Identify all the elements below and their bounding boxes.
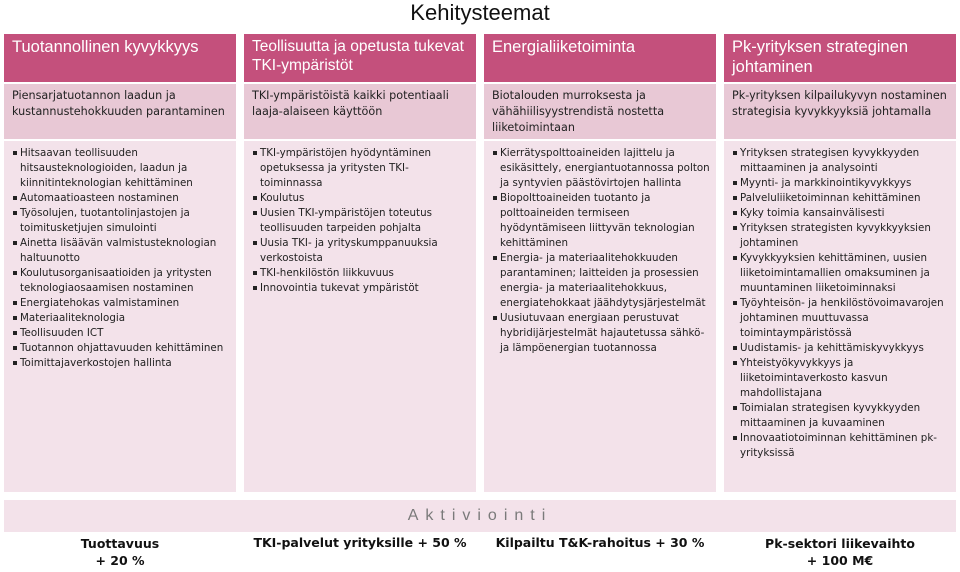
list-item: TKI-ympäristöjen hyödyntäminen opetuksessa ja yritysten TKI-toiminnassa [252, 146, 470, 191]
list-item: Yrityksen strategisten kyvykkyyksien johtaminen [732, 221, 950, 251]
list-item: Työsolujen, tuotantolinjastojen ja toimitusketjujen simulointi [12, 206, 230, 236]
list-item: Uudistamis- ja kehittämiskyvykkyys [732, 341, 950, 356]
column-subheading: Biotalouden murroksesta ja vähähiilisyystrendistä nostetta liiketoimintaan [484, 84, 716, 139]
target-label: Pk-sektori liikevaihto [765, 536, 915, 551]
list-item: Yrityksen strategisen kyvykkyyden mittaaminen ja analysointi [732, 146, 950, 176]
column-heading: Tuotannollinen kyvykkyys [4, 34, 236, 82]
list-item: Biopolttoaineiden tuotanto ja polttoaineiden termiseen hyödyntämiseen liittyvän teknologian kehittäminen [492, 191, 710, 251]
column-subheading: TKI-ympäristöistä kaikki potentiaali laaja-alaiseen käyttöön [244, 84, 476, 139]
list-item: Uusia TKI- ja yrityskumppanuuksia verkostoista [252, 236, 470, 266]
target-productivity [4, 534, 236, 570]
column-body [244, 141, 476, 492]
list-item: Uusien TKI-ympäristöjen toteutus teollisuuden tarpeiden pohjalta [252, 206, 470, 236]
target-label: Tuottavuus [80, 536, 160, 551]
list-item: Toimialan strategisen kyvykkyyden mittaaminen ja kuvaaminen [732, 401, 950, 431]
list-item: Uusiutuvaan energiaan perustuvat hybridijärjestelmät hajautetussa sähkö- ja lämpöenergian tuotannossa [492, 311, 710, 356]
list-item: Kyvykkyyksien kehittäminen, uusien liiketoimintamallien omaksuminen ja muuntaminen liiketoiminnaksi [732, 251, 950, 296]
list-item: Hitsaavan teollisuuden hitsausteknologioiden, laadun ja kiinnitinteknologian kehittäminen [12, 146, 230, 191]
column-subheading: Piensarjatuotannon laadun ja kustannustehokkuuden parantaminen [4, 84, 236, 139]
list-item: Energiatehokas valmistaminen [12, 296, 230, 311]
page-title: Kehitysteemat [410, 0, 550, 25]
target-rdi-services [244, 534, 476, 570]
target-value: + 100 M€ [806, 553, 874, 568]
column-heading: Pk-yrityksen strateginen johtaminen [724, 34, 956, 82]
list-item: Myynti- ja markkinointikyvykkyys [732, 176, 950, 191]
column-heading: Teollisuutta ja opetusta tukevat TKI-ympäristöt [244, 34, 476, 82]
list-item: Tuotannon ohjattavuuden kehittäminen [12, 341, 230, 356]
list-item: Ainetta lisäävän valmistusteknologian haltuunotto [12, 236, 230, 266]
list-item: Innovaatiotoiminnan kehittäminen pk-yrityksissä [732, 431, 950, 461]
list-item: Koulutusorganisaatioiden ja yritysten teknologiaosaamisen nostaminen [12, 266, 230, 296]
column-heading: Energialiiketoiminta [484, 34, 716, 82]
list-item: Koulutus [252, 191, 470, 206]
list-item: Toimittajaverkostojen hallinta [12, 356, 230, 371]
list-item: Työyhteisön- ja henkilöstövoimavarojen johtaminen muuttuvassa toimintaympäristössä [732, 296, 950, 341]
column-subheading: Pk-yrityksen kilpailukyvyn nostaminen strategisia kyvykkyyksiä johtamalla [724, 84, 956, 139]
list-item: TKI-henkilöstön liikkuvuus [252, 266, 470, 281]
list-item: Energia- ja materiaalitehokkuuden parantaminen; laitteiden ja prosessien energia- ja materiaalitehokkuus, energiatehokkaat jäähdytysjärjestelmät [492, 251, 710, 311]
list-item: Kyky toimia kansainvälisesti [732, 206, 950, 221]
list-item: Automaatioasteen nostaminen [12, 191, 230, 206]
list-item: Palveluliiketoiminnan kehittäminen [732, 191, 950, 206]
list-item: Materiaaliteknologia [12, 311, 230, 326]
list-item: Teollisuuden ICT [12, 326, 230, 341]
column-body [484, 141, 716, 492]
column-body [724, 141, 956, 492]
list-item: Kierrätyspolttoaineiden lajittelu ja esikäsittely, energiantuotannossa polton ja syntyvien päästövirtojen hallinta [492, 146, 710, 191]
target-label: Kilpailtu T&K-rahoitus + 30 % [495, 535, 705, 550]
activities-banner: Aktiviointi [4, 500, 956, 532]
target-value: + 20 % [95, 553, 145, 568]
target-rd-funding [484, 534, 716, 570]
column-body [4, 141, 236, 492]
target-label: TKI-palvelut yrityksille + 50 % [253, 535, 467, 550]
target-sme-revenue [724, 534, 956, 570]
list-item: Yhteistyökyvykkyys ja liiketoimintaverkosto kasvun mahdollistajana [732, 356, 950, 401]
list-item: Innovointia tukevat ympäristöt [252, 281, 470, 296]
